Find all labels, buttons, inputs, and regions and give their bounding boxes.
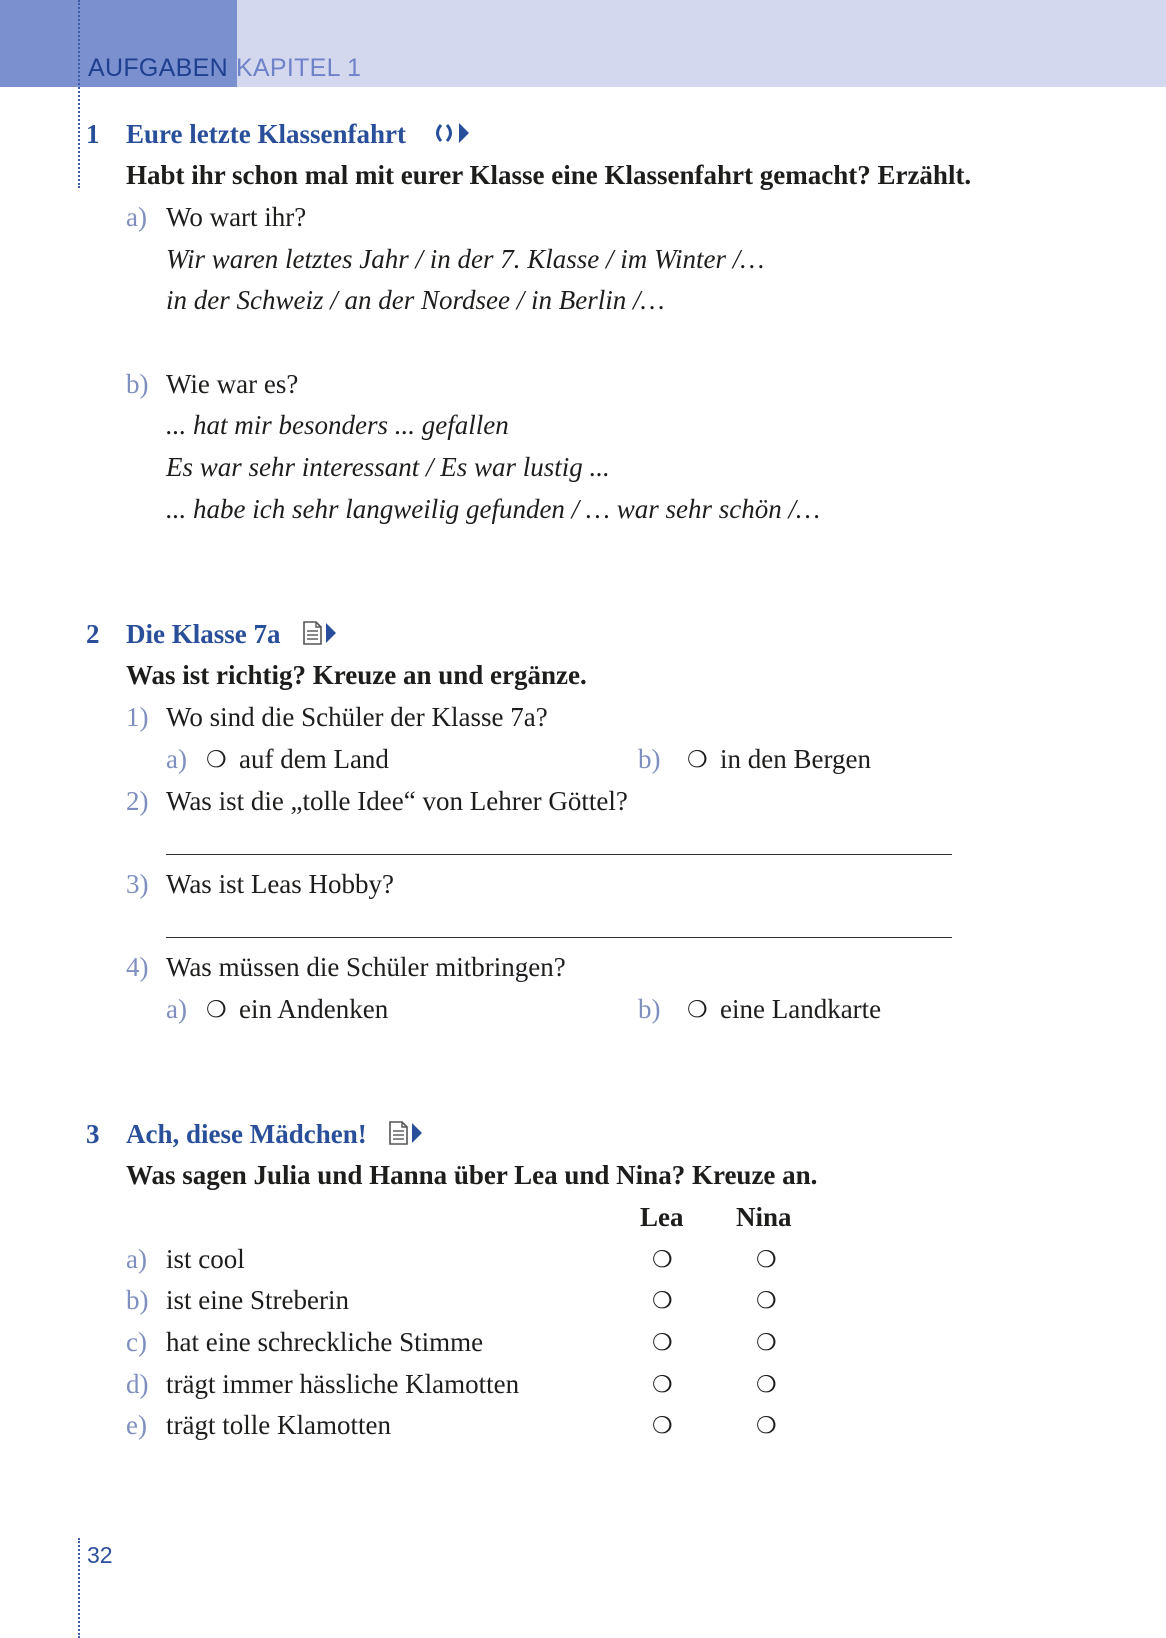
checkbox-circle[interactable]: ❍ [206,747,227,773]
ex3-row-label: e) [126,1410,147,1440]
ex2-q1-opt-a-label: a) [166,744,187,774]
ex1-b-hint: ... habe ich sehr langweilig gefunden / … war sehr schön /… [166,494,820,524]
ex1-a-label: a) [126,202,147,232]
speaking-icon [431,120,475,154]
ex2-q4-opt-b-label: b) [638,994,661,1024]
page-number: 32 [87,1542,113,1568]
ex1-a-question: Wo wart ihr? [166,202,307,232]
checkbox-circle[interactable]: ❍ [756,1330,777,1356]
checkbox-circle[interactable]: ❍ [652,1413,673,1439]
ex3-row-text: ist cool [166,1244,245,1274]
ex1-a-hint: in der Schweiz / an der Nordsee / in Berlin /… [166,285,665,315]
answer-line[interactable] [166,937,952,938]
document-icon [387,1119,427,1155]
ex2-q1-opt-a: auf dem Land [239,744,389,774]
ex3-row-text: trägt tolle Klamotten [166,1410,391,1440]
ex3-row-label: a) [126,1244,147,1274]
ex1-b-label: b) [126,369,149,399]
ex3-col-lea: Lea [640,1202,684,1232]
ex2-q4-text: Was müssen die Schüler mitbringen? [166,952,566,982]
ex2-title: Die Klasse 7a [126,617,341,655]
ex2-instruction: Was ist richtig? Kreuze an und ergänze. [126,660,587,690]
document-icon [301,619,341,655]
ex2-q2-text: Was ist die „tolle Idee“ von Lehrer Göttel? [166,786,628,816]
checkbox-circle[interactable]: ❍ [756,1372,777,1398]
ex3-row-label: b) [126,1285,149,1315]
ex3-row-label: d) [126,1369,149,1399]
ex3-row-text: trägt immer hässliche Klamotten [166,1369,520,1399]
ex2-q1-opt-b-label: b) [638,744,661,774]
checkbox-circle[interactable]: ❍ [687,747,708,773]
ex3-row-text: hat eine schreckliche Stimme [166,1327,484,1357]
header-chapter: KAPITEL 1 [235,54,362,82]
ex2-q4-opt-a: ein Andenken [239,994,389,1024]
header-section: AUFGABEN [88,54,228,82]
ex3-instruction: Was sagen Julia und Hanna über Lea und Nina? Kreuze an. [126,1160,818,1190]
ex2-number: 2 [86,619,100,649]
ex1-instruction: Habt ihr schon mal mit eurer Klasse eine Klassenfahrt gemacht? Erzählt. [126,160,972,190]
ex2-q3-label: 3) [126,869,149,899]
ex2-q4-opt-a-label: a) [166,994,187,1024]
ex3-number: 3 [86,1119,100,1149]
ex2-q2-label: 2) [126,786,149,816]
answer-line[interactable] [166,854,952,855]
ex3-row-text: ist eine Streberin [166,1285,349,1315]
ex3-row-label: c) [126,1327,147,1357]
margin-dotted-line-top [78,0,80,188]
ex2-q4-opt-b: eine Landkarte [720,994,882,1024]
ex1-b-question: Wie war es? [166,369,299,399]
ex2-q3-text: Was ist Leas Hobby? [166,869,395,899]
ex3-col-nina: Nina [736,1202,792,1232]
ex2-q1-opt-b: in den Bergen [720,744,871,774]
ex1-b-hint: Es war sehr interessant / Es war lustig ... [166,452,610,482]
page-header [88,54,361,83]
ex2-q1-text: Wo sind die Schüler der Klasse 7a? [166,702,548,732]
margin-dotted-line-bottom [78,1538,80,1638]
checkbox-circle[interactable]: ❍ [756,1413,777,1439]
checkbox-circle[interactable]: ❍ [687,997,708,1023]
checkbox-circle[interactable]: ❍ [206,997,227,1023]
ex2-q4-label: 4) [126,952,149,982]
ex3-title: Ach, diese Mädchen! [126,1117,427,1155]
ex1-number: 1 [86,119,100,149]
checkbox-circle[interactable]: ❍ [652,1372,673,1398]
ex2-q1-label: 1) [126,702,149,732]
checkbox-circle[interactable]: ❍ [652,1330,673,1356]
checkbox-circle[interactable]: ❍ [652,1247,673,1273]
checkbox-circle[interactable]: ❍ [756,1288,777,1314]
checkbox-circle[interactable]: ❍ [652,1288,673,1314]
checkbox-circle[interactable]: ❍ [756,1247,777,1273]
ex1-title: Eure letzte Klassenfahrt [126,117,475,154]
ex1-b-hint: ... hat mir besonders ... gefallen [166,410,509,440]
ex1-a-hint: Wir waren letztes Jahr / in der 7. Klasse / im Winter /… [166,244,765,274]
